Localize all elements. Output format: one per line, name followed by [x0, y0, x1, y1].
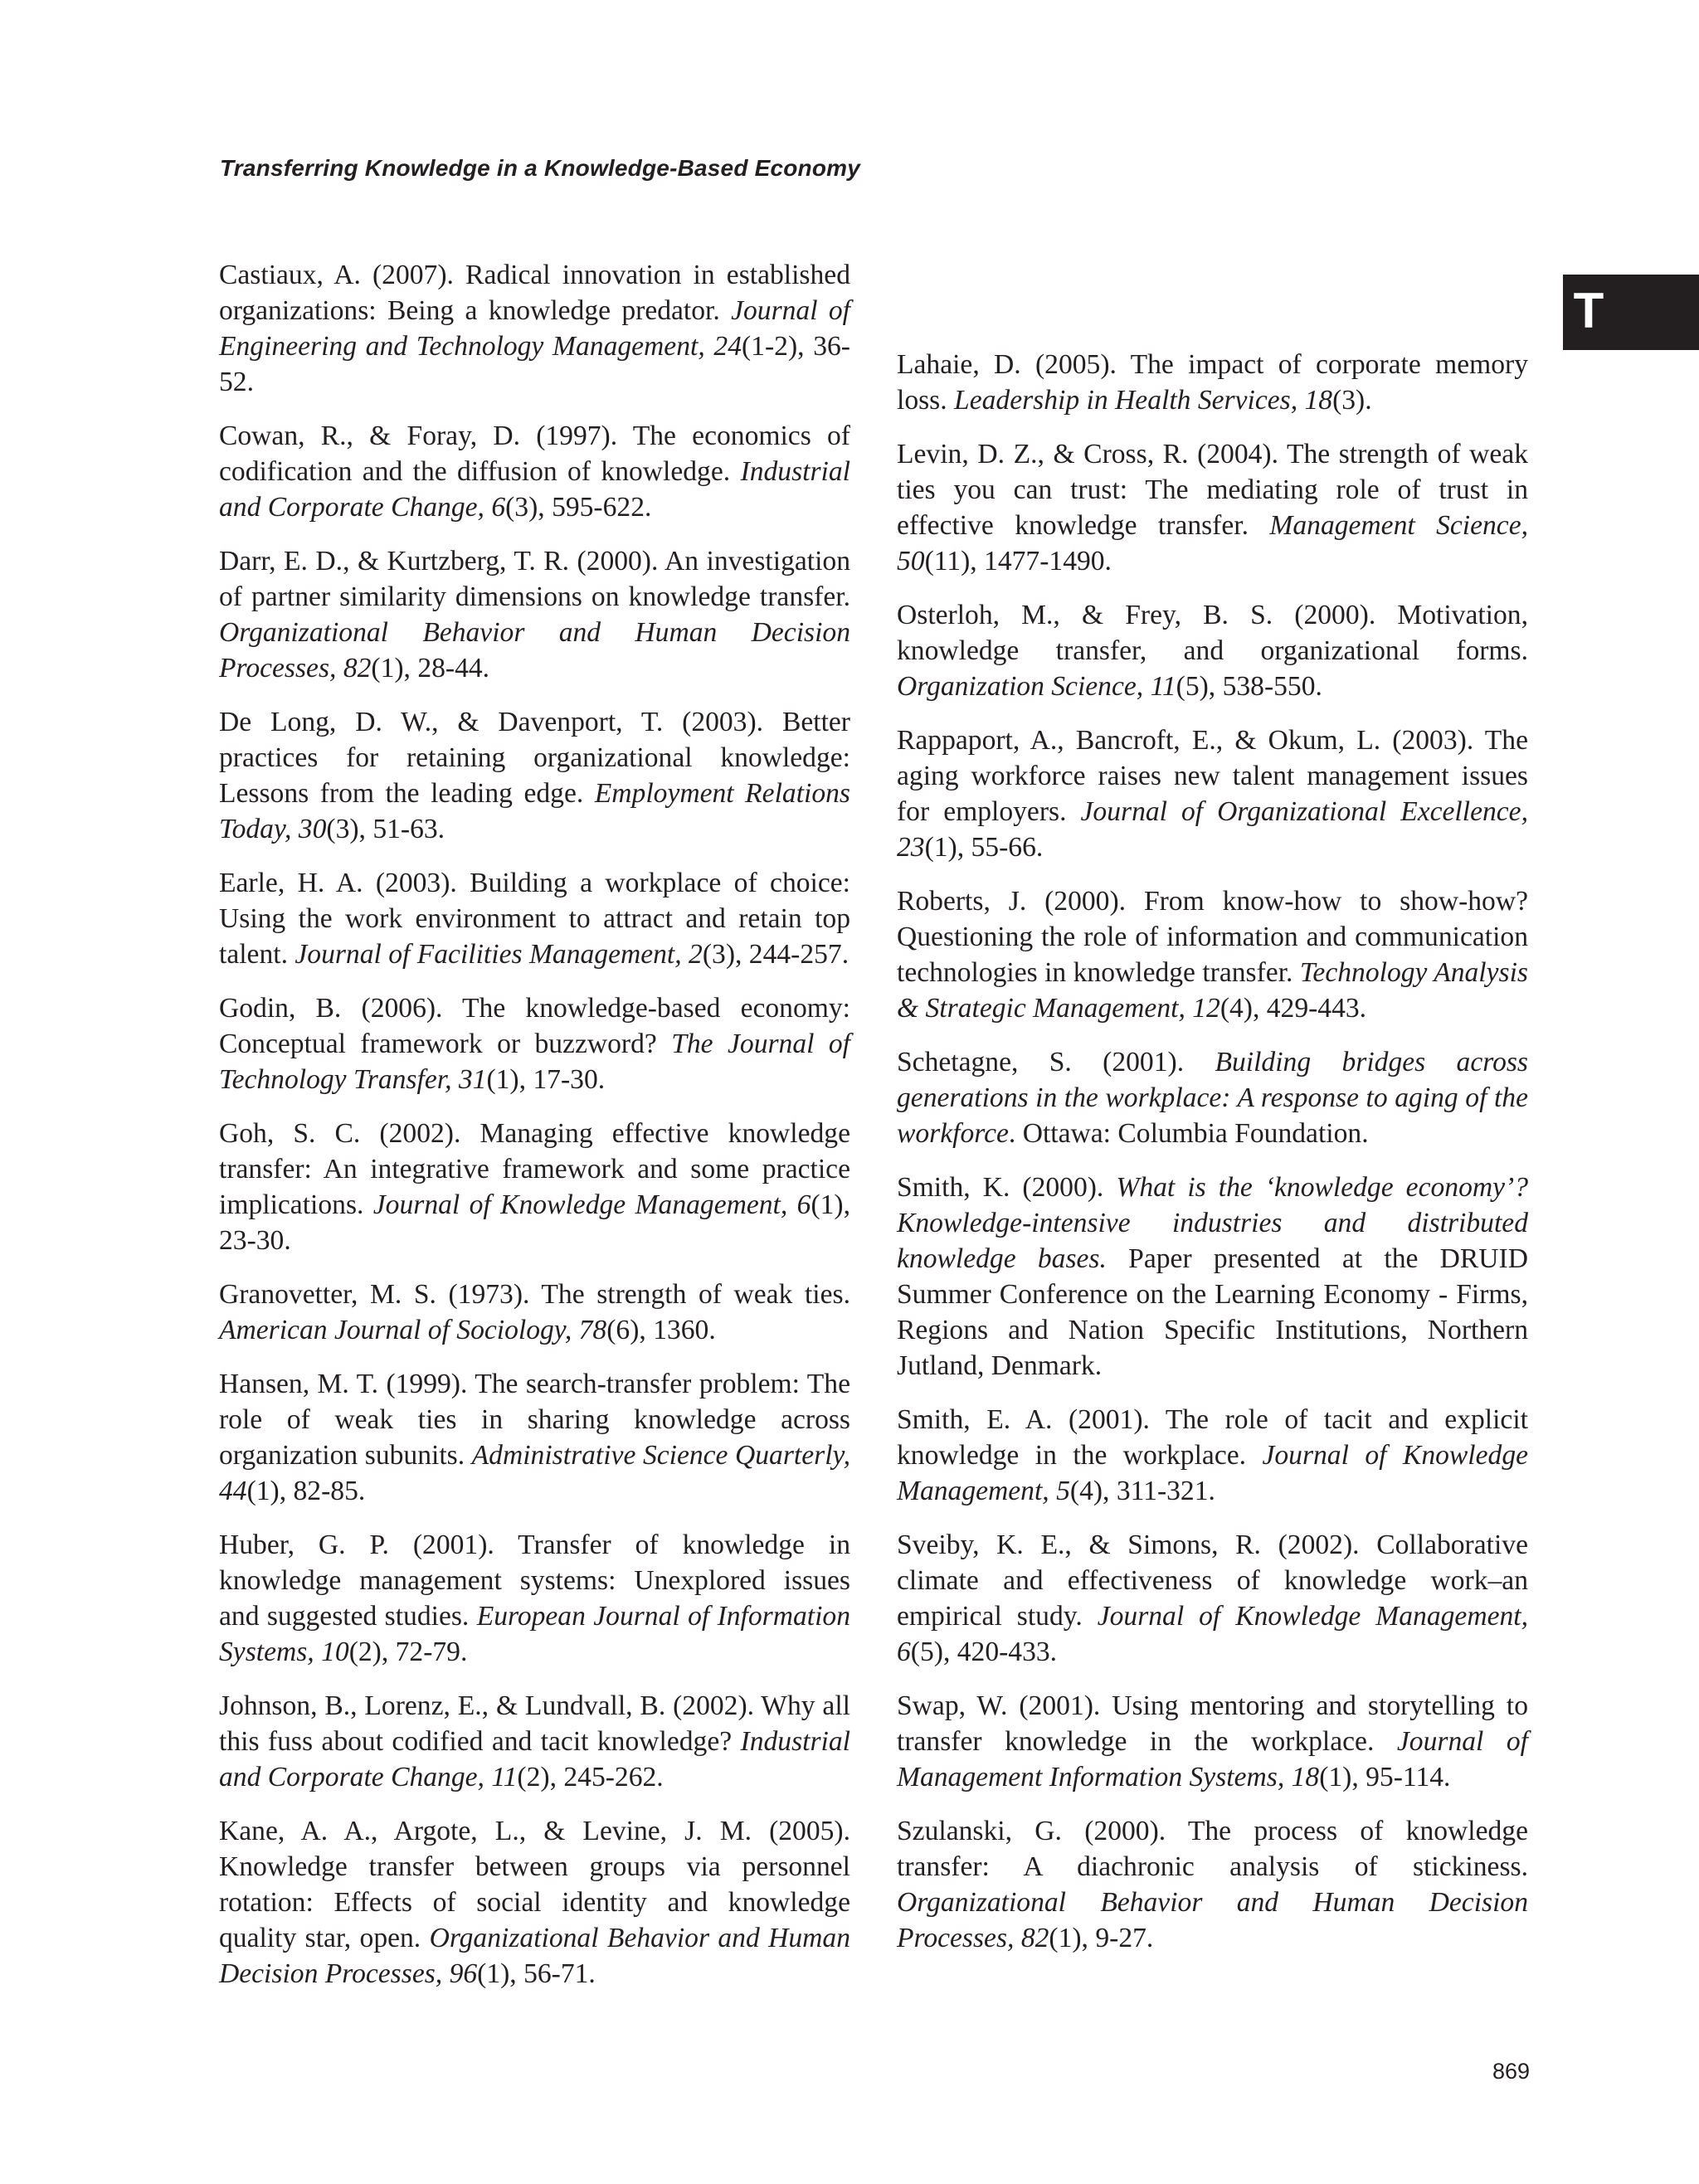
reference-text: Levin, D. Z., & Cross, R. (2004). The strength of weak ties you can trust: The mediating role of trust in effective knowledge transfer.: [897, 439, 1528, 541]
reference-entry: [219, 1688, 850, 1795]
reference-entry: [219, 865, 850, 972]
reference-pages: Paper presented at the DRUID Summer Conference on the Learning Economy - Firms, Regions and Nation Specific Institutions, Northern Jutland, Denmark.: [897, 1243, 1528, 1381]
reference-source: Administrative Science Quarterly, 44: [219, 1440, 850, 1506]
reference-entry: [897, 1170, 1528, 1384]
reference-source: Organization Science, 11: [897, 671, 1176, 702]
section-letter: T: [1573, 283, 1604, 338]
reference-entry: [897, 597, 1528, 704]
reference-entry: [219, 1116, 850, 1258]
reference-source: Management Science, 50: [897, 510, 1528, 576]
reference-pages: (1-2), 36-52.: [219, 331, 850, 397]
reference-pages: (5), 420-433.: [910, 1637, 1058, 1667]
reference-text: Godin, B. (2006). The knowledge-based economy: Conceptual framework or buzzword?: [219, 993, 850, 1059]
reference-text: Smith, K. (2000).: [897, 1172, 1117, 1203]
reference-text: Swap, W. (2001). Using mentoring and storytelling to transfer knowledge in the workplace.: [897, 1690, 1528, 1757]
reference-source: Building bridges across generations in the workplace: A response to aging of the workforce: [897, 1047, 1528, 1149]
reference-text: Roberts, J. (2000). From know-how to show-how? Questioning the role of information and communication technologies in knowledge transfer.: [897, 886, 1528, 988]
reference-source: What is the ‘knowledge economy’? Knowledge-intensive industries and distributed knowledge bases.: [897, 1172, 1528, 1274]
reference-entry: [219, 1527, 850, 1670]
reference-entry: [897, 722, 1528, 865]
reference-entry: [897, 1813, 1528, 1956]
reference-source: Industrial and Corporate Change, 6: [219, 456, 850, 523]
reference-entry: [897, 883, 1528, 1026]
reference-entry: [219, 990, 850, 1097]
reference-pages: (3), 244-257.: [702, 939, 850, 970]
reference-source: Organizational Behavior and Human Decision Processes, 96: [219, 1923, 850, 1989]
reference-source: Employment Relations Today, 30: [219, 778, 850, 844]
reference-entry: [897, 347, 1528, 418]
reference-source: Journal of Organizational Excellence, 23: [897, 796, 1528, 863]
reference-pages: (2), 72-79.: [348, 1637, 468, 1667]
reference-text: Goh, S. C. (2002). Managing effective knowledge transfer: An integrative framework and some practice implications.: [219, 1118, 850, 1220]
reference-text: Huber, G. P. (2001). Transfer of knowledge in knowledge management systems: Unexplored issues and suggested studies.: [219, 1530, 850, 1632]
reference-text: Osterloh, M., & Frey, B. S. (2000). Motivation, knowledge transfer, and organizational forms.: [897, 600, 1528, 666]
reference-pages: (1), 17-30.: [486, 1064, 606, 1095]
reference-text: Kane, A. A., Argote, L., & Levine, J. M. (2005). Knowledge transfer between groups via personnel rotation: Effects of social identity and knowledge quality star, open.: [219, 1816, 850, 1953]
reference-pages: (6), 1360.: [606, 1315, 716, 1345]
reference-pages: (1), 9-27.: [1049, 1923, 1154, 1953]
running-title: Transferring Knowledge in a Knowledge-Based Economy: [220, 155, 861, 181]
reference-pages: (1), 82-85.: [246, 1476, 366, 1506]
reference-text: Earle, H. A. (2003). Building a workplace of choice: Using the work environment to attract and retain top talent.: [219, 868, 850, 970]
reference-text: Granovetter, M. S. (1973). The strength of weak ties.: [219, 1279, 850, 1310]
reference-text: Cowan, R., & Foray, D. (1997). The economics of codification and the diffusion of knowledge.: [219, 421, 850, 487]
reference-pages: (4), 311-321.: [1069, 1476, 1215, 1506]
reference-source: Journal of Knowledge Management, 5: [897, 1440, 1529, 1506]
page-number: 869: [1492, 2059, 1530, 2084]
reference-text: Smith, E. A. (2001). The role of tacit and explicit knowledge in the workplace.: [897, 1404, 1528, 1471]
reference-source: The Journal of Technology Transfer, 31: [219, 1029, 850, 1095]
reference-entry: [219, 704, 850, 847]
reference-text: Hansen, M. T. (1999). The search-transfer problem: The role of weak ties in sharing knowledge across organization subunits.: [219, 1369, 850, 1471]
reference-source: Journal of Engineering and Technology Management, 24: [219, 295, 850, 362]
reference-entry: [219, 1366, 850, 1509]
reference-pages: (3).: [1332, 385, 1372, 416]
reference-source: Industrial and Corporate Change, 11: [219, 1726, 850, 1792]
reference-pages: (1), 23-30.: [219, 1189, 850, 1256]
reference-text: Sveiby, K. E., & Simons, R. (2002). Collaborative climate and effectiveness of knowledge work–an empirical study.: [897, 1530, 1528, 1632]
reference-pages: (5), 538-550.: [1176, 671, 1322, 702]
reference-pages: . Ottawa: Columbia Foundation.: [1008, 1118, 1369, 1149]
reference-pages: (1), 28-44.: [371, 653, 490, 683]
reference-source: Journal of Knowledge Management, 6: [897, 1601, 1528, 1667]
reference-pages: (3), 595-622.: [505, 492, 652, 523]
reference-source: Journal of Facilities Management, 2: [295, 939, 703, 970]
reference-source: American Journal of Sociology, 78: [219, 1315, 607, 1345]
reference-source: Journal of Knowledge Management, 6: [372, 1189, 811, 1220]
reference-text: Darr, E. D., & Kurtzberg, T. R. (2000). An investigation of partner similarity dimensions on knowledge transfer.: [219, 546, 850, 612]
reference-column-left: [219, 257, 850, 1992]
reference-text: Lahaie, D. (2005). The impact of corporate memory loss.: [897, 349, 1528, 416]
reference-entry: [897, 1044, 1528, 1151]
reference-entry: [897, 1688, 1528, 1795]
reference-pages: (2), 245-262.: [517, 1762, 664, 1792]
reference-text: Johnson, B., Lorenz, E., & Lundvall, B. (2002). Why all this fuss about codified and tacit knowledge?: [219, 1690, 850, 1757]
reference-entry: [219, 543, 850, 686]
reference-pages: (3), 51-63.: [326, 814, 445, 844]
reference-text: Szulanski, G. (2000). The process of knowledge transfer: A diachronic analysis of stickiness.: [897, 1816, 1528, 1882]
reference-source: Journal of Management Information Systems, 18: [897, 1726, 1528, 1792]
reference-text: Castiaux, A. (2007). Radical innovation in established organizations: Being a knowledge predator.: [219, 260, 850, 326]
reference-entry: [219, 1813, 850, 1992]
reference-entry: [897, 1527, 1528, 1670]
reference-column-right: [897, 257, 1528, 1956]
reference-text: Schetagne, S. (2001).: [897, 1047, 1215, 1077]
reference-pages: (1), 55-66.: [924, 832, 1044, 863]
reference-text: Rappaport, A., Bancroft, E., & Okum, L. (2003). The aging workforce raises new talent management issues for employers.: [897, 725, 1528, 827]
reference-source: Organizational Behavior and Human Decision Processes, 82: [219, 617, 850, 683]
reference-pages: (11), 1477-1490.: [924, 546, 1112, 576]
reference-source: Organizational Behavior and Human Decision Processes, 82: [897, 1887, 1528, 1953]
reference-entry: [897, 436, 1528, 579]
reference-entry: [219, 1277, 850, 1348]
reference-pages: (1), 95-114.: [1319, 1762, 1451, 1792]
reference-entry: [219, 418, 850, 525]
reference-text: De Long, D. W., & Davenport, T. (2003). Better practices for retaining organizational knowledge: Lessons from the leading edge.: [219, 707, 850, 809]
reference-source: European Journal of Information Systems, 10: [219, 1601, 851, 1667]
reference-entry: [219, 257, 850, 400]
reference-entry: [897, 1402, 1528, 1509]
reference-source: Leadership in Health Services, 18: [954, 385, 1333, 416]
reference-pages: (4), 429-443.: [1219, 993, 1367, 1024]
reference-source: Technology Analysis & Strategic Management, 12: [897, 957, 1528, 1024]
reference-pages: (1), 56-71.: [477, 1958, 596, 1989]
